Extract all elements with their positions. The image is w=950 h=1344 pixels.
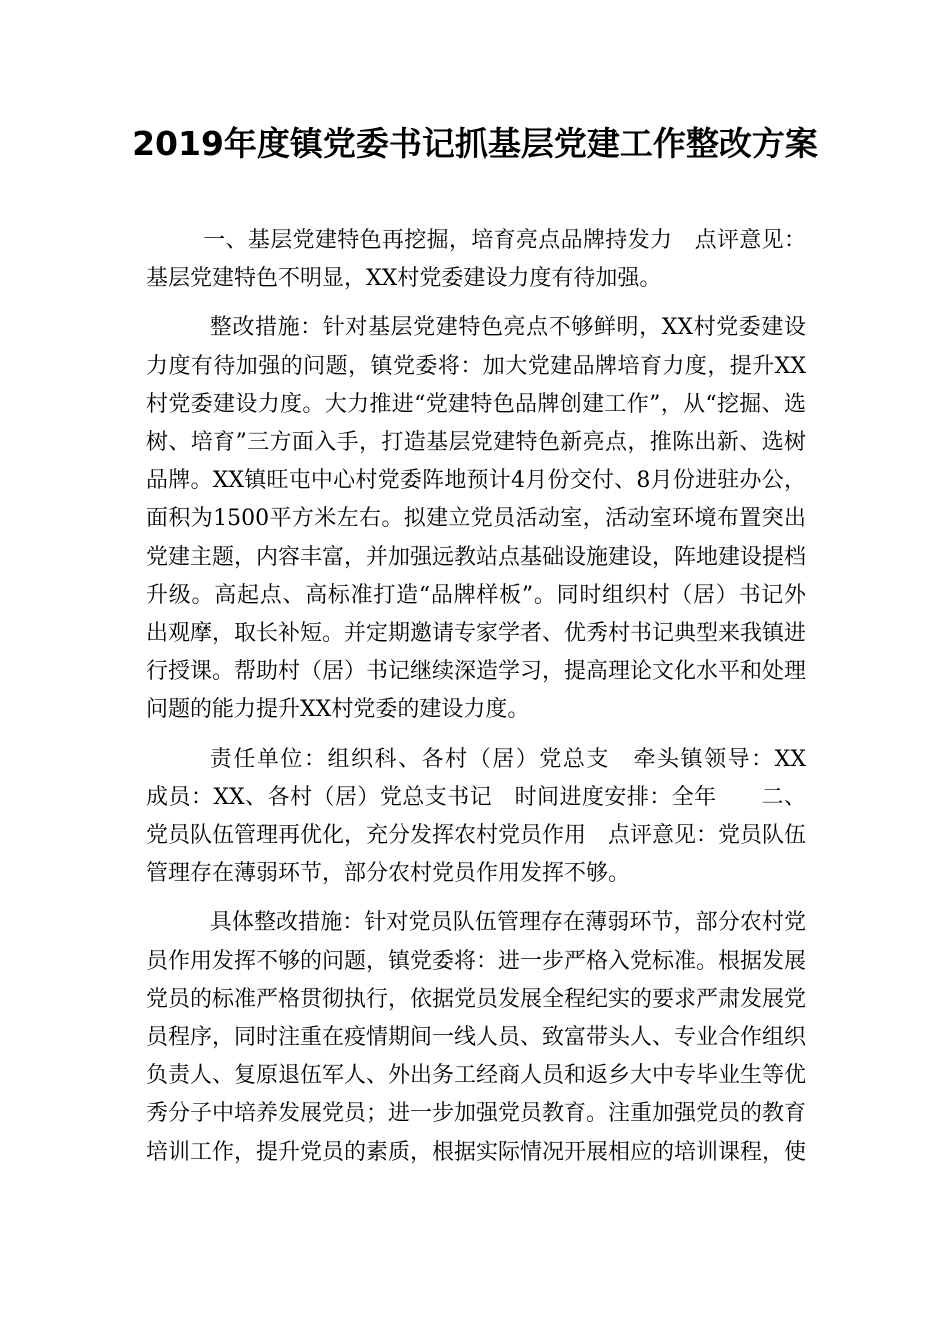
paragraph-responsibility: 责任单位：组织科、各村（居）党总支 牵头镇领导：XX 成员：XX、各村（居）党总支书记 时间进度安排：全年 二、党员队伍管理再优化，充分发挥农村党员作用 点评意见：党员队伍管理存在薄弱环节，部分农村党员作用发挥不够。 [146, 746, 829, 887]
paragraph-specific-measures: 具体整改措施：针对党员队伍管理存在薄弱环节，部分农村党员作用发挥不够的问题，镇党委将：进一步严格入党标准。根据发展党员的标准严格贯彻执行，依据党员发展全程纪实的要求严肃发展党员程序，同时注重在疫情期间一线人员、致富带头人、专业合作组织负责人、复原退伍军人、外出务工经商人员和返乡大中专毕业生等优秀分子中培养发展党员；进一步加强党员教育。注重加强党员的教育培训工作，提升党员的素质，根据实际情况开展相应的培训课程，使 [146, 910, 807, 1165]
paragraph-rectification-measures: 整改措施：针对基层党建特色亮点不够鲜明，XX村党委建设力度有待加强的问题，镇党委将：加大党建品牌培育力度，提升XX村党委建设力度。大力推进“党建特色品牌创建工作”，从“挖掘、选树、培育”三方面入手，打造基层党建特色新亮点，推陈出新、选树品牌。XX镇旺屯中心村党委阵地预计4月份交付、8月份进驻办公，面积为1500平方米左右。拟建立党员活动室，活动室环境布置突出党建主题，内容丰富，并加强远教站点基础设施建设，阵地建设提档升级。高起点、高标准打造“品牌样板”。同时组织村（居）书记外出观摩，取长补短。并定期邀请专家学者、优秀村书记典型来我镇进行授课。帮助村（居）书记继续深造学习，提高理论文化水平和处理问题的能力提升XX村党委的建设力度。 [146, 315, 807, 723]
paragraph-section-one: 一、基层党建特色再挖掘，培育亮点品牌持发力 点评意见：基层党建特色不明显，XX村党委建设力度有待加强。 [146, 228, 806, 292]
document-title: 2019年度镇党委书记抓基层党建工作整改方案 [132, 124, 818, 163]
document-body [146, 222, 829, 1172]
